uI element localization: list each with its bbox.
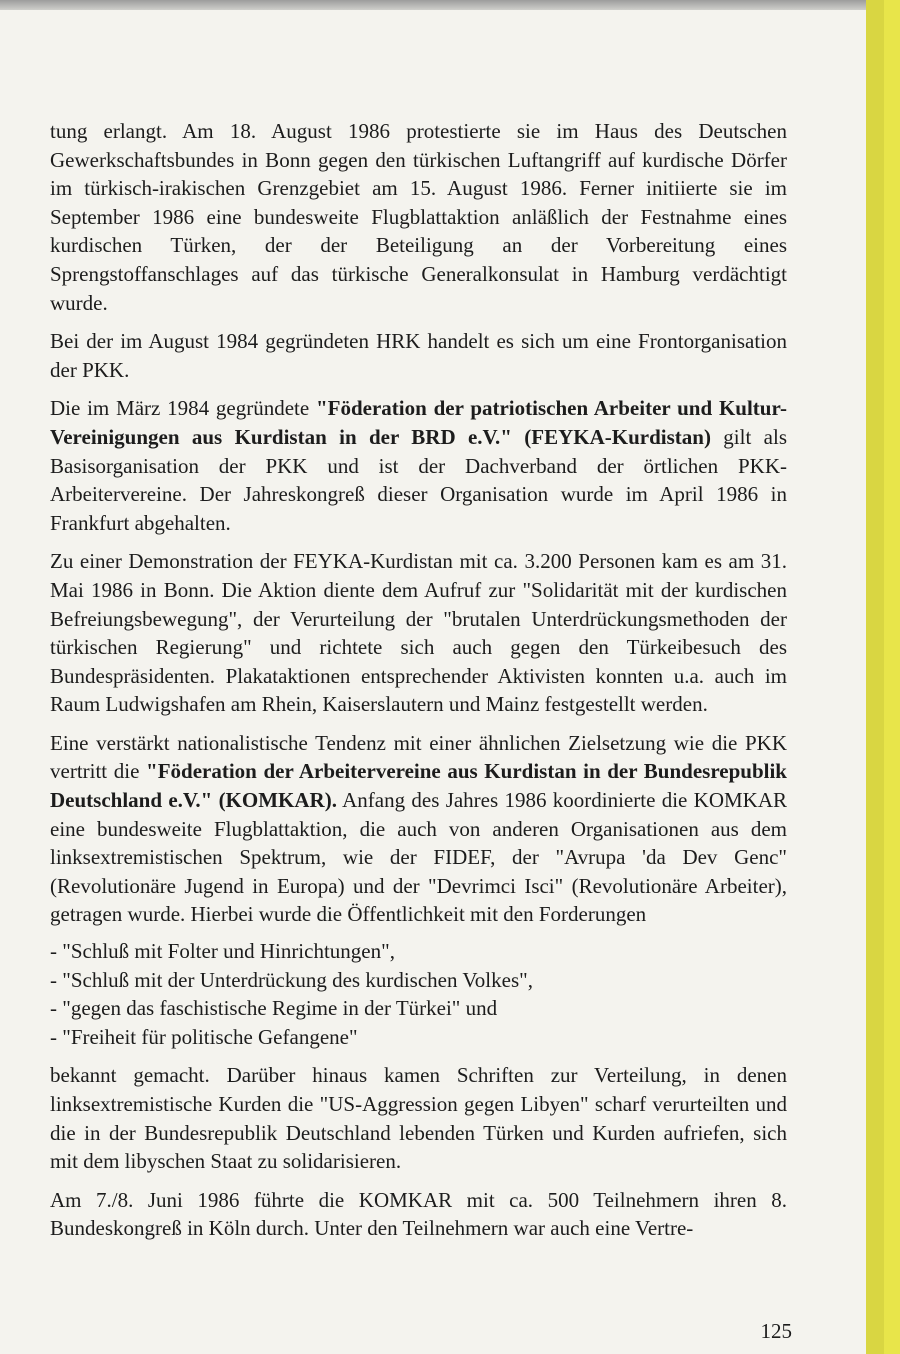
text-run: bekannt gemacht. Darüber hinaus kamen Schriften zur Verteilung, in denen linksextremistische Kurden die "US-Aggression gegen Libyen" scharf verurteilten und die in der Bundesrepublik Deutschland lebenden Türken und Kurden aufriefen, sich mit dem libyschen Staat zu solidarisieren. [50, 1063, 787, 1174]
list-item: - "Schluß mit Folter und Hinrichtungen", [50, 939, 395, 964]
body-text [50, 117, 787, 1253]
text-run: Bei der im August 1984 gegründeten HRK handelt es sich um eine Frontorganisation der PKK. [50, 329, 787, 382]
paragraph [50, 327, 787, 384]
scan-top-edge [0, 0, 866, 10]
text-run: Eine verstärkt nationalistische Tendenz mit einer ähnlichen Zielsetzung wie die PKK vertritt die [50, 730, 787, 784]
paragraph [50, 394, 787, 537]
list-item: - "Freiheit für politische Gefangene" [50, 1024, 358, 1049]
text-run: Am 7./8. Juni 1986 führte die KOMKAR mit ca. 500 Teilnehmern ihren 8. Bundeskongreß in Köln durch. Unter den Teilnehmern war auch eine Vertre- [50, 1187, 787, 1241]
paragraph [50, 1186, 787, 1243]
list-item: - "gegen das faschistische Regime in der Türkei" und [50, 996, 498, 1021]
organization-name-bold: "Föderation der patriotischen Arbeiter und Kultur-Vereinigungen aus Kurdistan in der BRD e.V." (FEYKA-Kurdistan) [50, 396, 787, 449]
paragraph [50, 117, 787, 317]
paragraph [50, 729, 787, 929]
organization-name-bold: "Föderation der Arbeitervereine aus Kurdistan in der Bundesrepublik Deutschland e.V." (KOMKAR). [50, 759, 787, 813]
demands-list [50, 937, 787, 1051]
page-edge-strip [866, 0, 900, 1354]
list-item: - "Schluß mit der Unterdrückung des kurdischen Volkes", [50, 967, 533, 992]
text-run: Anfang des Jahres 1986 koordinierte die KOMKAR eine bundesweite Flugblattaktion, die auch von anderen Organisationen aus dem linksextremistischen Spektrum, wie der FIDEF, der "Avrupa 'da Dev Genc" (Revolutionäre Jugend in Europa) und der "Devrimci Isci" (Revolutionäre Arbeiter), getragen wurde. Hierbei wurde die Öffentlichkeit mit den Forderungen [50, 788, 788, 927]
page-edge-shade [866, 0, 884, 1354]
text-run: Die im März 1984 gegründete [50, 396, 316, 421]
paragraph [50, 1061, 787, 1175]
page-number: 125 [760, 1319, 792, 1343]
text-run: tung erlangt. Am 18. August 1986 protestierte sie im Haus des Deutschen Gewerkschaftsbundes in Bonn gegen den türkischen Luftangriff auf kurdische Dörfer im türkisch-irakischen Grenzgebiet am 15. August 1986. Ferner initiierte sie im September 1986 eine bundesweite Flugblattaktion anläßlich der Festnahme eines kurdischen Türken, der der Beteiligung an der Vorbereitung eines Sprengstoffanschlages auf das türkische Generalkonsulat in Hamburg verdächtigt wurde. [50, 119, 787, 315]
paragraph [50, 547, 787, 719]
text-run: Zu einer Demonstration der FEYKA-Kurdistan mit ca. 3.200 Personen kam es am 31. Mai 1986 in Bonn. Die Aktion diente dem Aufruf zur "Solidarität mit der kurdischen Befreiungsbewegung", der Verurteilung der "brutalen Unterdrückungsmethoden der türkischen Regierung" und richtete sich auch gegen den Türkeibesuch des Bundespräsidenten. Plakataktionen entsprechender Aktivisten konnten u.a. auch im Raum Ludwigshafen am Rhein, Kaiserslautern und Mainz festgestellt werden. [50, 549, 787, 717]
text-run: gilt als Basisorganisation der PKK und ist der Dachverband der örtlichen PKK-Arbeitervereine. Der Jahreskongreß dieser Organisation wurde im April 1986 in Frankfurt abgehalten. [50, 424, 787, 535]
